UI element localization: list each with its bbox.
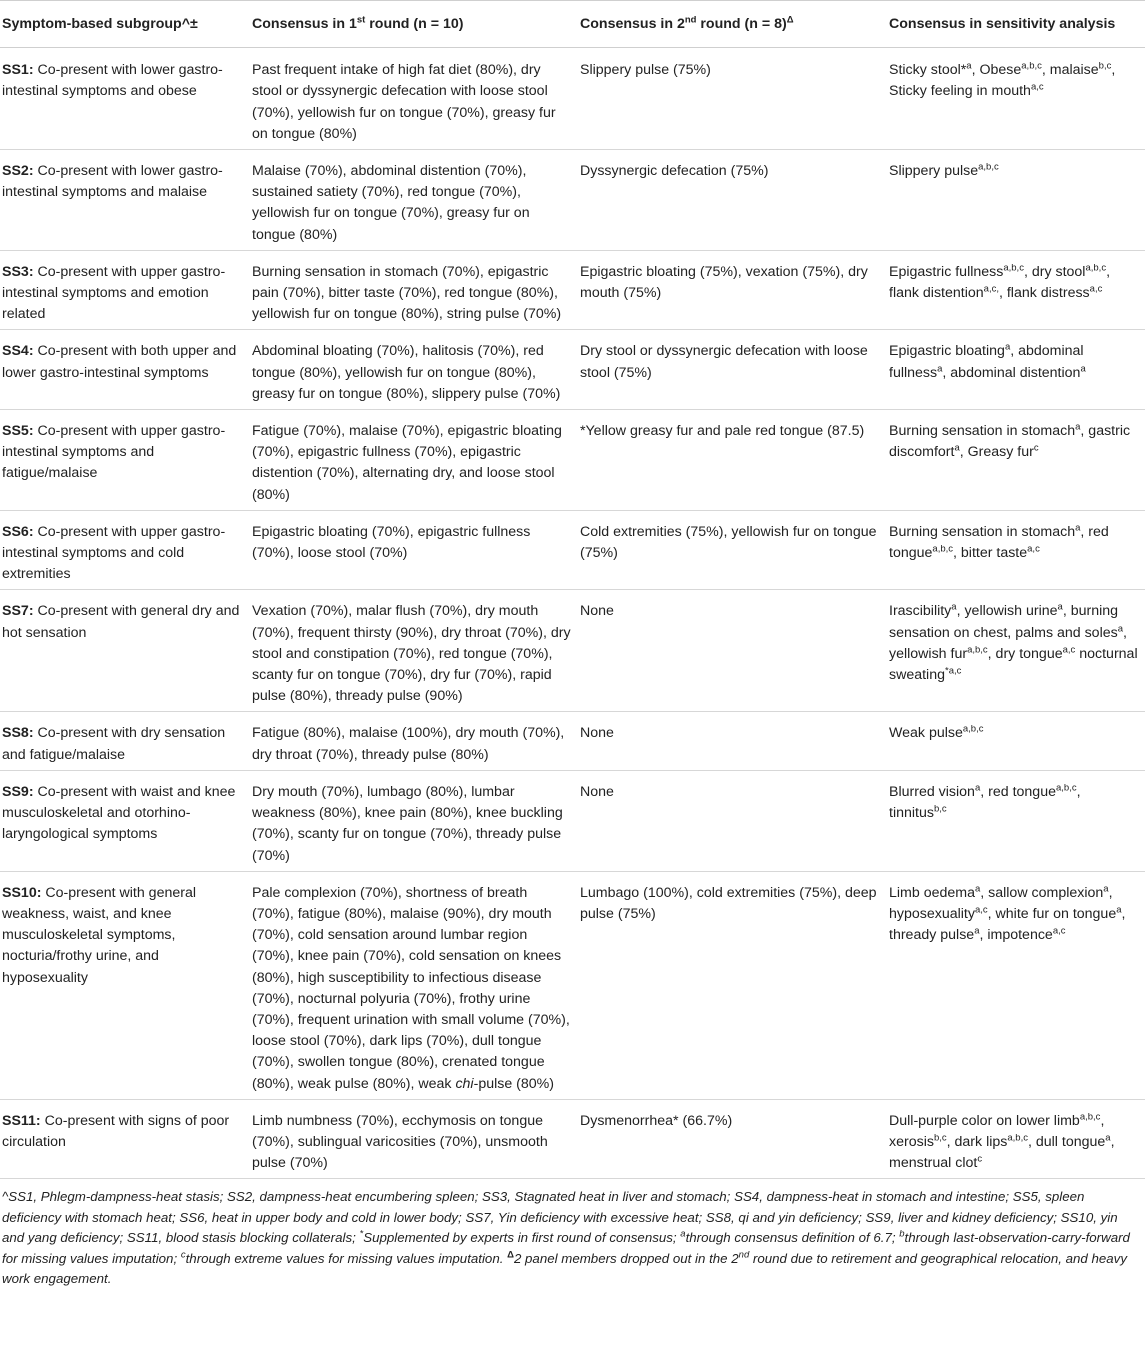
sensitivity-superscript: a [966, 60, 972, 72]
sensitivity-item: , dark lips [946, 1133, 1008, 1150]
second-round-text: Dry stool or dyssynergic defecation with loose stool (75%) [580, 343, 868, 381]
cell-sensitivity [885, 590, 1145, 712]
table-row [0, 590, 1145, 712]
sensitivity-item: , Greasy fur [959, 444, 1034, 461]
table-row [0, 150, 1145, 251]
sensitivity-superscript: a [1057, 601, 1063, 613]
cell-sensitivity [885, 330, 1145, 410]
header-second-round: Consensus in 2nd round (n = 8)$^\Delta$ [576, 1, 885, 48]
sensitivity-item: , white fur on tongue [987, 905, 1117, 922]
sensitivity-superscript: a,c [1030, 81, 1044, 93]
sensitivity-item: , sallow complexion [980, 884, 1104, 901]
sensitivity-superscript: a [1117, 622, 1124, 634]
header-sensitivity: Consensus in sensitivity analysis [885, 1, 1145, 48]
subgroup-id: SS1: [2, 62, 34, 79]
sensitivity-superscript: *a,c [945, 665, 962, 677]
cell-second-round [576, 871, 885, 1099]
cell-second-round [576, 712, 885, 770]
cell-second-round [576, 590, 885, 712]
sensitivity-superscript: a,b,c [1007, 1132, 1028, 1144]
sensitivity-superscript: a,c [1089, 283, 1103, 295]
cell-sensitivity [885, 1099, 1145, 1179]
table-row [0, 48, 1145, 150]
sensitivity-item: , abdominal fullness [889, 343, 1084, 381]
sensitivity-superscript: a [954, 442, 960, 454]
subgroup-label: Co-present with dry sensation and fatigue/malaise [2, 725, 226, 763]
cell-second-round [576, 410, 885, 511]
sensitivity-item: nocturnal sweating [889, 645, 1138, 684]
header-first-round: Consensus in 1st round (n = 10) [248, 1, 576, 48]
sensitivity-item: , bitter taste [953, 545, 1028, 562]
sensitivity-item: , menstrual clot [889, 1133, 1115, 1172]
sensitivity-superscript: a,c [1062, 644, 1076, 656]
sensitivity-item: Burning sensation in stomach [889, 423, 1076, 440]
second-round-text: Slippery pulse (75%) [580, 62, 711, 79]
cell-subgroup [0, 770, 248, 871]
sensitivity-item: Burning sensation in stomach [889, 523, 1076, 540]
cell-first-round [248, 410, 576, 511]
cell-subgroup [0, 712, 248, 770]
sensitivity-superscript: a [974, 882, 981, 894]
sensitivity-item: Dull-purple color on lower limb [889, 1112, 1080, 1129]
cell-subgroup [0, 250, 248, 330]
sensitivity-item: , dry tongue [987, 645, 1063, 662]
sensitivity-item: , yellowish fur [889, 624, 1127, 662]
sensitivity-item: Blurred vision [889, 783, 975, 800]
sensitivity-item: , red tongue [980, 783, 1056, 800]
subgroup-label: Co-present with signs of poor circulation [2, 1112, 230, 1150]
sensitivity-superscript: a,b,c [1003, 262, 1024, 274]
sensitivity-item: Irascibility [889, 603, 952, 620]
first-round-text-end: -pulse (80%) [473, 1075, 555, 1092]
cell-first-round [248, 150, 576, 251]
cell-subgroup [0, 590, 248, 712]
sensitivity-superscript: a [951, 601, 957, 613]
sensitivity-item: , Obese [971, 62, 1022, 79]
sensitivity-superscript: a [1116, 904, 1122, 916]
sensitivity-superscript: a [974, 925, 980, 937]
sensitivity-item: , dry stool [1023, 263, 1086, 280]
table-row [0, 250, 1145, 330]
second-round-text: None [580, 603, 614, 620]
cell-subgroup [0, 1099, 248, 1179]
cell-first-round [248, 590, 576, 712]
cell-first-round [248, 770, 576, 871]
sensitivity-superscript: a,c [1027, 543, 1040, 555]
second-round-text: Lumbago (100%), cold extremities (75%), deep pulse (75%) [580, 884, 877, 922]
sensitivity-item: , red tongue [889, 523, 1109, 562]
subgroup-id: SS3: [2, 263, 34, 280]
subgroup-id: SS10: [2, 884, 42, 901]
cell-sensitivity [885, 410, 1145, 511]
second-round-text: None [580, 725, 614, 742]
subgroup-label: Co-present with upper gastro-intestinal symptoms and cold extremities [2, 523, 226, 583]
sensitivity-item: , tinnitus [889, 783, 1081, 822]
first-round-text: Dry mouth (70%), lumbago (80%), lumbar weakness (80%), knee pain (80%), knee buckling (70%), scanty fur on tongue (70%), thready pulse (70%) [252, 783, 563, 864]
cell-sensitivity [885, 250, 1145, 330]
cell-second-round [576, 330, 885, 410]
cell-first-round [248, 1099, 576, 1179]
sensitivity-item: , abdominal distention [942, 364, 1081, 381]
table-row [0, 770, 1145, 871]
table-row [0, 510, 1145, 590]
cell-second-round [576, 1099, 885, 1179]
subgroup-id: SS6: [2, 523, 34, 540]
subgroup-label: Co-present with upper gastro-intestinal symptoms and fatigue/malaise [2, 423, 226, 482]
sensitivity-superscript: b,c [933, 803, 947, 815]
second-round-text: None [580, 783, 614, 800]
sensitivity-superscript: a,b,c [1055, 782, 1077, 794]
first-round-italic: chi [455, 1075, 474, 1092]
first-round-text: Fatigue (80%), malaise (100%), dry mouth (70%), dry throat (70%), thready pulse (80%) [252, 725, 565, 763]
cell-subgroup [0, 871, 248, 1099]
sensitivity-superscript: a,c [1052, 925, 1066, 937]
sensitivity-superscript: c [977, 1153, 983, 1165]
sensitivity-item: , flank distress [998, 285, 1090, 302]
sensitivity-superscript: a,c [974, 904, 988, 916]
subgroup-label: Co-present with both upper and lower gastro-intestinal symptoms [2, 343, 237, 381]
cell-first-round [248, 510, 576, 590]
first-round-text: Malaise (70%), abdominal distention (70%), sustained satiety (70%), red tongue (70%), yellowish fur on tongue (70%), greasy fur on tongue (80%) [252, 163, 530, 243]
subgroup-label: Co-present with waist and knee musculoskeletal and otorhino-laryngological symptoms [2, 783, 236, 843]
cell-second-round [576, 48, 885, 150]
sensitivity-superscript: a,b,c [1085, 262, 1107, 274]
first-round-text: Abdominal bloating (70%), halitosis (70%), red tongue (80%), yellowish fur on tongue (80%), greasy fur on tongue (80%), slippery pulse (70%) [252, 343, 561, 402]
table-row [0, 330, 1145, 410]
table-footnote: ^SS1, Phlegm-dampness-heat stasis; SS2, dampness-heat encumbering spleen; SS3, Stagnated heat in liver and stomach; SS4, dampness-heat in stomach and intestine; SS5, spleen deficiency with stomach heat; SS6, heat in upper body and cold in lower body; SS7, Yin deficiency with excessive heat; SS8, qi and yin deficiency; SS9, liver and kidney deficiency; SS10, yin and yang deficiency; SS11, blood stasis blocking collaterals; *Supplemented by experts in first round of consensus; $^a$through consensus definition of 6.7; $^b$through last-observation-carry-forward for missing values imputation; $^c$through extreme values for missing values imputation. $^\Delta$2 panel members dropped out in the 2nd round due to retirement and geographical relocation, and heavy work engagement. [2, 1189, 1130, 1287]
subgroup-id: SS9: [2, 783, 34, 800]
cell-sensitivity [885, 871, 1145, 1099]
cell-second-round [576, 510, 885, 590]
sensitivity-superscript: a [937, 362, 943, 374]
subgroup-label: Co-present with upper gastro-intestinal symptoms and emotion related [2, 263, 226, 323]
subgroup-id: SS11: [2, 1112, 41, 1129]
subgroup-id: SS7: [2, 603, 34, 620]
first-round-text: Past frequent intake of high fat diet (80%), dry stool or dyssynergic defecation with loose stool (70%), yellowish fur on tongue (70%), greasy fur on tongue (80%) [252, 62, 556, 142]
subgroup-label: Co-present with general dry and hot sensation [2, 603, 240, 641]
sensitivity-superscript: a,b,c [978, 161, 999, 173]
sensitivity-superscript: a,b,c [1021, 60, 1042, 72]
cell-subgroup [0, 330, 248, 410]
sensitivity-item: Slippery pulse [889, 163, 979, 180]
cell-sensitivity [885, 150, 1145, 251]
cell-sensitivity [885, 770, 1145, 871]
sensitivity-superscript: b,c [1098, 60, 1112, 72]
first-round-text: Pale complexion (70%), shortness of breath (70%), fatigue (80%), malaise (90%), dry mouth (70%), cold sensation around lumbar region (70%), knee pain (70%), cold sensation on knees (80%), high susceptibility to infectious disease (70%), nocturnal polyuria (70%), frothy urine (70%), frequent urination with small volume (70%), loose stool (70%), dark lips (70%), dull tongue (70%), swollen tongue (80%), crenated tongue (80%), weak pulse (80%), weak [252, 884, 570, 1092]
sensitivity-superscript: c [1033, 442, 1039, 454]
sensitivity-superscript: a [974, 782, 981, 794]
first-round-text: Limb numbness (70%), ecchymosis on tongue (70%), sublingual varicosities (70%), unsmooth pulse (70%) [252, 1112, 548, 1172]
cell-subgroup [0, 510, 248, 590]
header-subgroup: Symptom-based subgroup^± [0, 1, 248, 48]
cell-sensitivity [885, 712, 1145, 770]
table-row [0, 871, 1145, 1099]
first-round-text: Fatigue (70%), malaise (70%), epigastric bloating (70%), epigastric fullness (70%), epigastric distention (70%), alternating dry, and loose stool (80%) [252, 423, 562, 503]
first-round-text: Burning sensation in stomach (70%), epigastric pain (70%), bitter taste (70%), red tongue (80%), yellowish fur on tongue (80%), string pulse (70%) [252, 263, 562, 323]
cell-second-round [576, 150, 885, 251]
subgroup-label: Co-present with lower gastro-intestinal symptoms and malaise [2, 163, 223, 201]
sensitivity-superscript: a,c, [983, 283, 999, 295]
subgroup-id: SS5: [2, 423, 34, 440]
table-row [0, 712, 1145, 770]
sensitivity-superscript: a [1105, 1132, 1111, 1144]
sensitivity-item: , gastric discomfort [889, 423, 1131, 461]
subgroup-label: Co-present with general weakness, waist, and knee musculoskeletal symptoms, nocturia/frothy urine, and hyposexuality [2, 884, 197, 986]
sensitivity-item: , burning sensation on chest, palms and soles [889, 603, 1119, 641]
subgroup-id: SS8: [2, 725, 34, 742]
sensitivity-superscript: a [1103, 882, 1109, 894]
sensitivity-superscript: a,b,c [962, 723, 984, 735]
sensitivity-item: Limb oedema [889, 884, 975, 901]
cell-first-round [248, 871, 576, 1099]
sensitivity-item: , hyposexuality [889, 884, 1113, 922]
sensitivity-item: Weak pulse [889, 725, 963, 742]
sensitivity-superscript: b,c [933, 1132, 947, 1144]
sensitivity-item: , yellowish urine [956, 603, 1058, 620]
sensitivity-superscript: a [1075, 421, 1081, 433]
sensitivity-item: , impotence [979, 927, 1053, 944]
sensitivity-item: Epigastric fullness [889, 263, 1004, 280]
sensitivity-superscript: a [1080, 362, 1086, 374]
sensitivity-superscript: a [1075, 522, 1081, 534]
cell-first-round [248, 250, 576, 330]
cell-sensitivity [885, 510, 1145, 590]
cell-second-round [576, 770, 885, 871]
sensitivity-item: , Sticky feeling in mouth [889, 62, 1116, 100]
subgroup-id: SS2: [2, 163, 34, 180]
cell-subgroup [0, 410, 248, 511]
first-round-text: Epigastric bloating (70%), epigastric fullness (70%), loose stool (70%) [252, 523, 531, 562]
cell-first-round [248, 712, 576, 770]
subgroup-label: Co-present with lower gastro-intestinal symptoms and obese [2, 62, 223, 100]
table-header-row [0, 1, 1145, 48]
second-round-text: Dysmenorrhea* (66.7%) [580, 1112, 733, 1129]
sensitivity-superscript: a,b,c [1079, 1111, 1101, 1122]
cell-second-round [576, 250, 885, 330]
sensitivity-superscript: a,b,c [967, 644, 988, 656]
second-round-text: Dyssynergic defecation (75%) [580, 163, 769, 180]
subgroup-id: SS4: [2, 343, 34, 360]
cell-first-round [248, 48, 576, 150]
cell-subgroup [0, 150, 248, 251]
table-row [0, 1099, 1145, 1179]
sensitivity-item: , flank distention [889, 263, 1111, 302]
sensitivity-superscript: a,b,c [932, 543, 954, 555]
second-round-text: Epigastric bloating (75%), vexation (75%), dry mouth (75%) [580, 263, 868, 302]
cell-first-round [248, 330, 576, 410]
sensitivity-item: Epigastric bloating [889, 343, 1005, 360]
sensitivity-item: , thready pulse [889, 905, 1126, 944]
sensitivity-item: , malaise [1041, 62, 1099, 79]
cell-subgroup [0, 48, 248, 150]
first-round-text: Vexation (70%), malar flush (70%), dry mouth (70%), frequent thirsty (90%), dry throat (70%), dry stool and constipation (70%), red tongue (70%), scanty fur on tongue (70%), dry fur (70%), rapid pulse (80%), thready pulse (90%) [252, 603, 571, 705]
sensitivity-item: Sticky stool* [889, 62, 967, 79]
sensitivity-superscript: a [1004, 341, 1011, 353]
cell-sensitivity [885, 48, 1145, 150]
sensitivity-item: , xerosis [889, 1112, 1105, 1150]
second-round-text: Cold extremities (75%), yellowish fur on tongue (75%) [580, 523, 877, 562]
sensitivity-item: , dull tongue [1027, 1133, 1106, 1150]
table-row [0, 410, 1145, 511]
second-round-text: *Yellow greasy fur and pale red tongue (87.5) [580, 423, 865, 440]
